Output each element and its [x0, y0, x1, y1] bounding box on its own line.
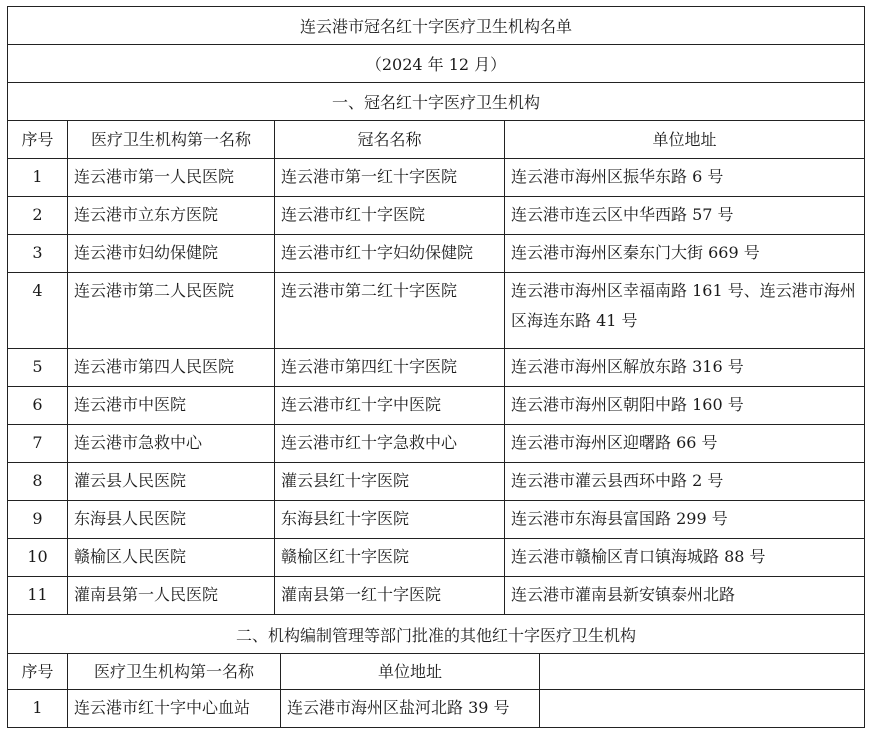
row-address: 连云港市灌南县新安镇泰州北路: [511, 585, 736, 604]
section2-heading-row: [8, 616, 864, 654]
row-institution-name: 连云港市妇幼保健院: [68, 235, 275, 272]
document-table: [7, 6, 865, 728]
row-crown-name: 连云港市红十字中医院: [275, 387, 505, 424]
header-name: 医疗卫生机构第一名称: [68, 121, 275, 158]
row-address: 连云港市海州区解放东路 316 号: [511, 357, 744, 376]
row-address: 连云港市海州区振华东路 6 号: [511, 167, 724, 186]
row-address: 连云港市赣榆区青口镇海城路 88 号: [511, 547, 766, 566]
table-row: [8, 501, 864, 539]
section2-heading: 二、机构编制管理等部门批准的其他红十字医疗卫生机构: [235, 626, 636, 645]
section1-heading-row: [8, 83, 864, 121]
row-institution-name: 连云港市立东方医院: [68, 197, 275, 234]
row-crown-name: 灌云县红十字医院: [275, 463, 505, 500]
row-crown-name: 连云港市第一红十字医院: [275, 159, 505, 196]
row-institution-name: 连云港市急救中心: [68, 425, 275, 462]
row-institution-name: 赣榆区人民医院: [68, 539, 275, 576]
header-crown-name: 冠名名称: [275, 121, 505, 158]
row-no: 3: [8, 235, 68, 272]
header-address: 单位地址: [652, 129, 717, 149]
table-row: [8, 197, 864, 235]
row-institution-name: 灌南县第一人民医院: [68, 577, 275, 614]
row-institution-name: 连云港市第二人民医院: [68, 273, 275, 348]
row-no: 6: [8, 387, 68, 424]
s2-row-empty: [540, 690, 864, 727]
section1-heading: 一、冠名红十字医疗卫生机构: [331, 93, 540, 112]
row-no: 4: [8, 273, 68, 348]
row-address: 连云港市海州区迎曙路 66 号: [511, 433, 718, 452]
row-no: 11: [8, 577, 68, 614]
table-date: （2024 年 12 月）: [365, 55, 507, 74]
row-crown-name: 东海县红十字医院: [275, 501, 505, 538]
row-address: 连云港市海州区幸福南路 161 号、连云港市海州区海连东路 41 号: [511, 281, 856, 330]
row-crown-name: 连云港市第四红十字医院: [275, 349, 505, 386]
table-row: [8, 387, 864, 425]
s2-header-name: 医疗卫生机构第一名称: [68, 654, 281, 689]
row-crown-name: 赣榆区红十字医院: [275, 539, 505, 576]
row-institution-name: 连云港市第一人民医院: [68, 159, 275, 196]
row-address: 连云港市海州区秦东门大街 669 号: [511, 243, 760, 262]
header-no: 序号: [8, 121, 68, 158]
section1-header-row: [8, 121, 864, 159]
table-title: 连云港市冠名红十字医疗卫生机构名单: [299, 17, 572, 36]
table-row: [8, 690, 864, 727]
s2-header-no: 序号: [8, 654, 68, 689]
table-row: [8, 577, 864, 615]
row-crown-name: 连云港市第二红十字医院: [275, 273, 505, 348]
row-crown-name: 连云港市红十字医院: [275, 197, 505, 234]
row-crown-name: 连云港市红十字急救中心: [275, 425, 505, 462]
row-no: 10: [8, 539, 68, 576]
row-address: 连云港市灌云县西环中路 2 号: [511, 471, 724, 490]
table-row: [8, 273, 864, 349]
title-row: [8, 7, 864, 45]
s2-row-address: 连云港市海州区盐河北路 39 号: [281, 690, 540, 727]
date-row: [8, 45, 864, 83]
row-no: 5: [8, 349, 68, 386]
s2-header-empty: [540, 654, 864, 689]
table-row: [8, 349, 864, 387]
table-row: [8, 539, 864, 577]
row-institution-name: 连云港市第四人民医院: [68, 349, 275, 386]
row-no: 2: [8, 197, 68, 234]
row-no: 8: [8, 463, 68, 500]
row-institution-name: 灌云县人民医院: [68, 463, 275, 500]
row-address: 连云港市海州区朝阳中路 160 号: [511, 395, 744, 414]
s2-header-address: 单位地址: [281, 654, 540, 689]
row-address: 连云港市东海县富国路 299 号: [511, 509, 728, 528]
section2-header-row: [8, 654, 864, 690]
row-no: 7: [8, 425, 68, 462]
row-crown-name: 连云港市红十字妇幼保健院: [275, 235, 505, 272]
row-no: 9: [8, 501, 68, 538]
row-institution-name: 东海县人民医院: [68, 501, 275, 538]
row-crown-name: 灌南县第一红十字医院: [275, 577, 505, 614]
s2-row-name: 连云港市红十字中心血站: [68, 690, 281, 727]
row-no: 1: [8, 159, 68, 196]
row-institution-name: 连云港市中医院: [68, 387, 275, 424]
table-row: [8, 463, 864, 501]
table-row: [8, 425, 864, 463]
row-address: 连云港市连云区中华西路 57 号: [511, 205, 734, 224]
table-row: [8, 159, 864, 197]
s2-row-no: 1: [8, 690, 68, 727]
